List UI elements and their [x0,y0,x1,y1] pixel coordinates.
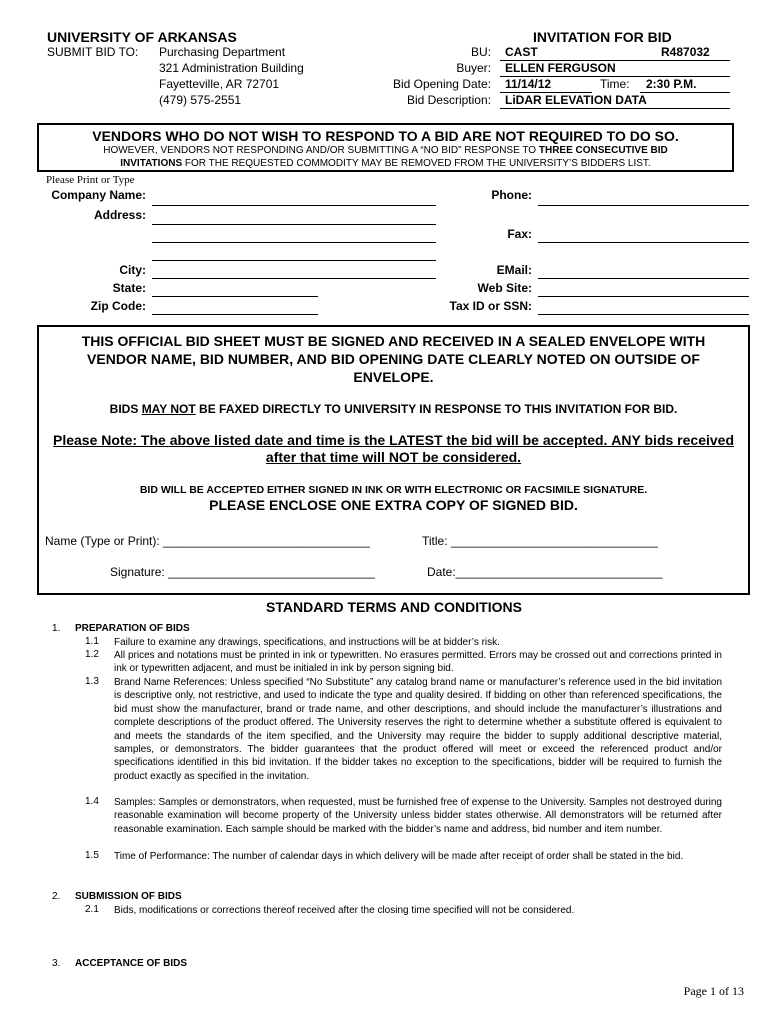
section-1-number: 1. [52,623,61,634]
title-field[interactable]: Title: _______________________________ [422,534,658,548]
term-item-text: Bids, modifications or corrections thereof received after the closing time specified will not be considered. [114,905,575,916]
notice-line-1-bold: THREE CONSECUTIVE BID [538,145,668,156]
term-item-number: 2.1 [85,904,99,915]
notice-line-2-bold: INVITATIONS [120,158,183,169]
term-item-text: Brand Name References: Unless specified “No Substitute” any catalog brand name or manufacturer’s reference used in the bid invitation is descriptive only, not restrictive, and used to indicate the type and quality desired. If bidding on other than referenced specifications, the bid must show the manufacturer, brand or trade name, and other descriptions, and should include the manufacturer’s illustrations and complete descriptions of the product offered. The University reserves the right to determine whether a substitute offered is equivalent to and meets the standards of the item specified, and the University may require the bidder to supply additional descriptive material, samples, or demonstrators. The bidder guarantees that the product offered will meet or exceed the referenced product and/or specifications identified in this bid invitation. If the bidder takes no exception to the specifications, bidder will be required to furnish the product exactly as specified in the invitation. [114,677,722,782]
buyer-value: ELLEN FERGUSON [505,61,616,75]
bid-number: R487032 [661,45,710,59]
section-1-title: PREPARATION OF BIDS [75,623,190,634]
website-label: Web Site: [477,281,532,295]
zip-code-label: Zip Code: [90,299,146,313]
address-label: Address: [93,208,146,222]
description-value: LiDAR ELEVATION DATA [505,93,647,107]
email-label: EMail: [496,263,532,277]
website-line[interactable] [538,296,749,297]
description-underline [500,108,730,109]
address-line-2: 321 Administration Building [159,61,304,75]
address-line-1: Purchasing Department [159,45,286,59]
term-item-number: 1.3 [85,676,99,687]
university-name: UNIVERSITY OF ARKANSAS [47,29,237,45]
print-note: Please Print or Type [46,174,135,186]
submit-to-label: SUBMIT BID TO: [47,45,139,59]
fax-label: Fax: [507,227,532,241]
fax-notice-c: BE FAXED DIRECTLY TO UNIVERSITY IN RESPONSE TO THIS INVITATION FOR BID. [195,402,678,416]
official-heading: THIS OFFICIAL BID SHEET MUST BE SIGNED AND RECEIVED IN A SEALED ENVELOPE WITH VENDOR NAME, BID NUMBER, AND BID OPENING DATE CLEARLY NOTED ON OUTSIDE OF ENVELOPE. [81,333,706,385]
term-item-text: Failure to examine any drawings, specifications, and instructions will be at bidder’s risk. [114,637,500,648]
time-underline [640,92,730,93]
company-name-label: Company Name: [51,188,146,202]
terms-heading: STANDARD TERMS AND CONDITIONS [266,599,522,615]
bu-value: CAST [505,45,538,59]
address-line-4: (479) 575-2551 [159,93,242,107]
tax-id-label: Tax ID or SSN: [449,299,532,313]
notice-line-1-text: HOWEVER, VENDORS NOT RESPONDING AND/OR SUBMITTING A “NO BID” RESPONSE TO [103,145,539,156]
description-label: Bid Description: [406,93,491,107]
address-line-3: Fayetteville, AR 72701 [159,77,280,91]
company-name-line[interactable] [152,205,436,206]
signature-accepted-note: BID WILL BE ACCEPTED EITHER SIGNED IN INK OR WITH ELECTRONIC OR FACSIMILE SIGNATURE. [139,484,648,496]
signature-field[interactable]: Signature: _______________________________ [110,565,375,579]
phone-label: Phone: [491,188,532,202]
address-line-c[interactable] [152,260,436,261]
extra-copy-note: PLEASE ENCLOSE ONE EXTRA COPY OF SIGNED BID. [209,497,578,513]
no-bid-notice-box [37,123,734,172]
city-label: City: [119,263,146,277]
zip-code-line[interactable] [152,314,318,315]
notice-line-1 [39,145,732,156]
state-line[interactable] [152,296,318,297]
email-line[interactable] [538,278,749,279]
date-field[interactable]: Date:_______________________________ [427,565,663,579]
buyer-label: Buyer: [456,61,491,75]
term-item-text: Time of Performance: The number of calendar days in which delivery will be made after receipt of order shall be stated in the bid. [114,851,684,862]
term-item-number: 1.1 [85,636,99,647]
city-line[interactable] [152,278,436,279]
term-item-text: All prices and notations must be printed in ink or typewritten. No erasures permitted. Errors may be crossed out and corrections printed in ink or typewritten adjacent, and must be initialed in ink by person signing bid. [114,650,722,675]
fax-line[interactable] [538,242,749,243]
invitation-title: INVITATION FOR BID [533,29,672,45]
time-label: Time: [600,77,630,91]
section-2-title: SUBMISSION OF BIDS [75,891,182,902]
name-field[interactable]: Name (Type or Print): _______________________________ [45,534,370,548]
section-3-title: ACCEPTANCE OF BIDS [75,958,188,969]
tax-id-line[interactable] [538,314,749,315]
notice-line-2-text: FOR THE REQUESTED COMMODITY MAY BE REMOVED FROM THE UNIVERSITY’S BIDDERS LIST. [182,158,651,169]
term-item-text: Samples: Samples or demonstrators, when requested, must be furnished free of expense to the University. Samples not destroyed during reasonable examination will become property of the University unless bidder states otherwise. All demonstrators will be returned after reasonable examination. Each sample should be marked with the bidder’s name and address, bid number and item number. [114,797,722,835]
latest-time-note: Please Note: The above listed date and time is the LATEST the bid will be accepted. ANY bids received after that time will NOT be considered. [53,432,734,465]
opening-date-label: Bid Opening Date: [392,77,491,91]
time-value: 2:30 P.M. [646,77,697,91]
opening-date-value: 11/14/12 [505,77,552,91]
address-line-a[interactable] [152,224,436,225]
term-item-number: 1.4 [85,796,99,807]
official-bid-box [37,325,750,595]
bu-label: BU: [470,45,491,59]
term-item-number: 1.2 [85,649,99,660]
notice-line-2 [39,158,732,169]
fax-notice [39,402,748,416]
fax-notice-a: BIDS [109,402,142,416]
fax-notice-may-not: MAY NOT [141,402,196,416]
notice-title: VENDORS WHO DO NOT WISH TO RESPOND TO A BID ARE NOT REQUIRED TO DO SO. [92,128,679,144]
state-label: State: [112,281,146,295]
phone-line[interactable] [538,205,749,206]
term-item-number: 1.5 [85,850,99,861]
address-line-b[interactable] [152,242,436,243]
section-3-number: 3. [52,958,61,969]
section-2-number: 2. [52,891,61,902]
page-number: Page 1 of 13 [683,984,744,998]
